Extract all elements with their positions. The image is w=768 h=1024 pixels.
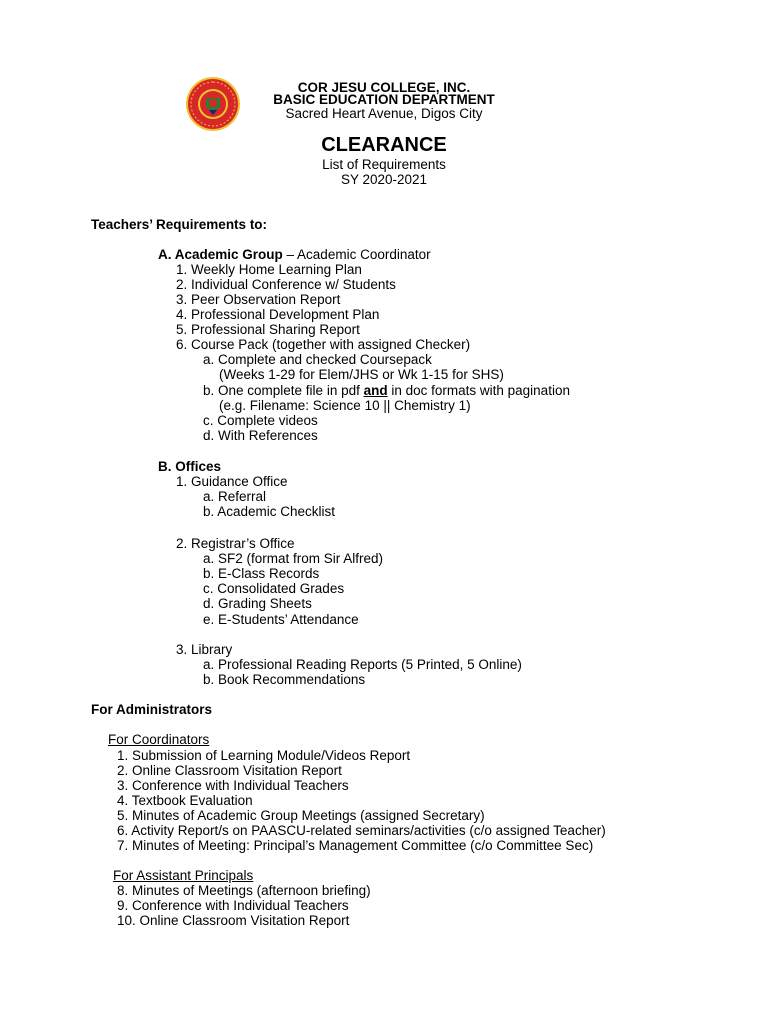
academic-group-suffix: – Academic Coordinator (282, 247, 431, 262)
list-item: e. E-Students’ Attendance (203, 612, 359, 627)
list-item: 4. Textbook Evaluation (117, 793, 253, 808)
subtitle-school-year: SY 2020-2021 (340, 172, 428, 187)
list-item: d. With References (203, 428, 318, 443)
school-name: COR JESU COLLEGE, INC. (297, 80, 471, 95)
list-item: 8. Minutes of Meetings (afternoon briefing) (117, 883, 371, 898)
list-item: c. Complete videos (203, 413, 318, 428)
coordinators-heading: For Coordinators (108, 732, 210, 747)
list-item: d. Grading Sheets (203, 596, 312, 611)
subtitle-requirements: List of Requirements (322, 157, 446, 172)
list-item: 9. Conference with Individual Teachers (117, 898, 349, 913)
list-item-text: b. One complete file in pdf (203, 383, 364, 398)
list-item-note: (Weeks 1-29 for Elem/JHS or Wk 1-15 for SHS) (219, 367, 504, 382)
administrators-heading: For Administrators (91, 702, 213, 717)
list-item: a. Professional Reading Reports (5 Printed, 5 Online) (203, 657, 522, 672)
list-item: 10. Online Classroom Visitation Report (117, 913, 350, 928)
list-item: 6. Course Pack (together with assigned Checker) (176, 337, 471, 352)
list-item: b. Book Recommendations (203, 672, 366, 687)
list-item-note: (e.g. Filename: Science 10 || Chemistry 1) (219, 398, 471, 413)
list-item: 6. Activity Report/s on PAASCU-related seminars/activities (c/o assigned Teacher) (117, 823, 606, 838)
list-item: 3. Peer Observation Report (176, 292, 341, 307)
list-item: 1. Weekly Home Learning Plan (176, 262, 362, 277)
academic-group-heading (158, 247, 431, 262)
list-item: 2. Online Classroom Visitation Report (117, 763, 342, 778)
list-item: 3. Conference with Individual Teachers (117, 778, 349, 793)
list-item: 5. Professional Sharing Report (176, 322, 360, 337)
list-item: 1. Submission of Learning Module/Videos Report (117, 748, 411, 763)
list-item: a. Referral (203, 489, 267, 504)
library-title: 3. Library (176, 642, 233, 657)
list-item: b. Academic Checklist (203, 504, 336, 519)
emphasis-and: and (363, 383, 388, 398)
list-item: b. E-Class Records (203, 566, 320, 581)
assistant-principals-heading: For Assistant Principals (113, 868, 254, 883)
teachers-heading: Teachers’ Requirements to: (91, 217, 268, 232)
guidance-office-title: 1. Guidance Office (176, 474, 288, 489)
registrar-office-title: 2. Registrar’s Office (176, 536, 295, 551)
list-item: 4. Professional Development Plan (176, 307, 380, 322)
list-item: c. Consolidated Grades (203, 581, 345, 596)
list-item: 2. Individual Conference w/ Students (176, 277, 396, 292)
list-item-text: in doc formats with pagination (387, 383, 570, 398)
page-title: CLEARANCE (321, 134, 447, 156)
list-item: 7. Minutes of Meeting: Principal’s Management Committee (c/o Committee Sec) (117, 838, 594, 853)
list-item: a. SF2 (format from Sir Alfred) (203, 551, 384, 566)
department-name: BASIC EDUCATION DEPARTMENT (273, 92, 495, 107)
list-item: 5. Minutes of Academic Group Meetings (assigned Secretary) (117, 808, 485, 823)
list-item (203, 383, 570, 398)
offices-heading: B. Offices (158, 459, 222, 474)
list-item: a. Complete and checked Coursepack (203, 352, 432, 367)
academic-group-label: A. Academic Group (158, 247, 283, 262)
school-address: Sacred Heart Avenue, Digos City (285, 106, 483, 121)
